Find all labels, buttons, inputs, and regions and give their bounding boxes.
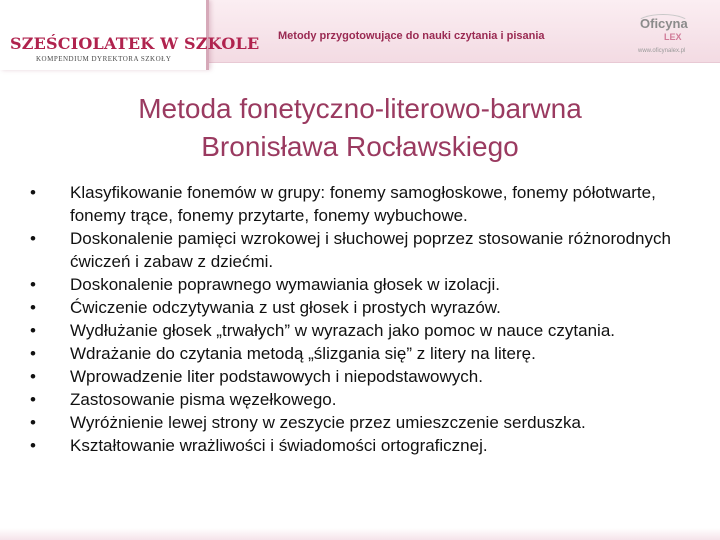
section-title: Metody przygotowujące do nauki czytania i pisania	[278, 30, 545, 42]
list-item	[26, 342, 706, 365]
list-item-text: Klasyfikowanie fonemów w grupy: fonemy samogłoskowe, fonemy półotwarte, fonemy trące, fonemy przytarte, fonemy wybuchowe.	[70, 183, 656, 225]
bullet-list	[26, 181, 706, 457]
bullet-icon: •	[30, 321, 36, 340]
brand-sub: LEX	[664, 32, 682, 42]
list-item	[26, 411, 706, 434]
logo-subtitle: KOMPENDIUM DYREKTORA SZKOŁY	[36, 55, 172, 63]
logo	[0, 0, 260, 70]
bullet-icon: •	[30, 229, 36, 248]
list-item	[26, 296, 706, 319]
list-item-text: Doskonalenie pamięci wzrokowej i słuchowej poprzez stosowanie różnorodnych ćwiczeń i zabaw z dziećmi.	[70, 229, 671, 271]
page-title	[40, 90, 680, 166]
brand-url: www.oficynalex.pl	[638, 48, 686, 54]
bullet-icon: •	[30, 390, 36, 409]
list-item-text: Zastosowanie pisma węzełkowego.	[70, 390, 337, 409]
list-item	[26, 273, 706, 296]
bullet-icon: •	[30, 367, 36, 386]
bullet-icon: •	[30, 183, 36, 202]
bullet-icon: •	[30, 436, 36, 455]
list-item	[26, 181, 706, 227]
bullet-icon: •	[30, 344, 36, 363]
bullet-icon: •	[30, 298, 36, 317]
list-item	[26, 388, 706, 411]
bullet-icon: •	[30, 275, 36, 294]
title-line-1: Metoda fonetyczno-literowo-barwna	[138, 93, 582, 124]
title-line-2: Bronisława Rocławskiego	[201, 131, 519, 162]
bullet-icon: •	[30, 413, 36, 432]
brand-name: Oficyna	[640, 16, 688, 31]
publisher-logo	[612, 8, 712, 56]
slide-header	[0, 0, 720, 70]
list-item-text: Doskonalenie poprawnego wymawiania głosek w izolacji.	[70, 275, 500, 294]
logo-title: SZEŚCIOLATEK W SZKOLE	[10, 34, 260, 53]
list-item	[26, 365, 706, 388]
list-item-text: Wprowadzenie liter podstawowych i niepodstawowych.	[70, 367, 483, 386]
list-item-text: Wyróżnienie lewej strony w zeszycie przez umieszczenie serduszka.	[70, 413, 586, 432]
list-item-text: Wydłużanie głosek „trwałych” w wyrazach jako pomoc w nauce czytania.	[70, 321, 616, 340]
list-item	[26, 227, 706, 273]
list-item-text: Ćwiczenie odczytywania z ust głosek i prostych wyrazów.	[70, 298, 501, 317]
list-item	[26, 319, 706, 342]
list-item-text: Kształtowanie wrażliwości i świadomości ortograficznej.	[70, 436, 488, 455]
list-item-text: Wdrażanie do czytania metodą „ślizgania się” z litery na literę.	[70, 344, 536, 363]
list-item	[26, 434, 706, 457]
footer-band	[0, 528, 720, 540]
